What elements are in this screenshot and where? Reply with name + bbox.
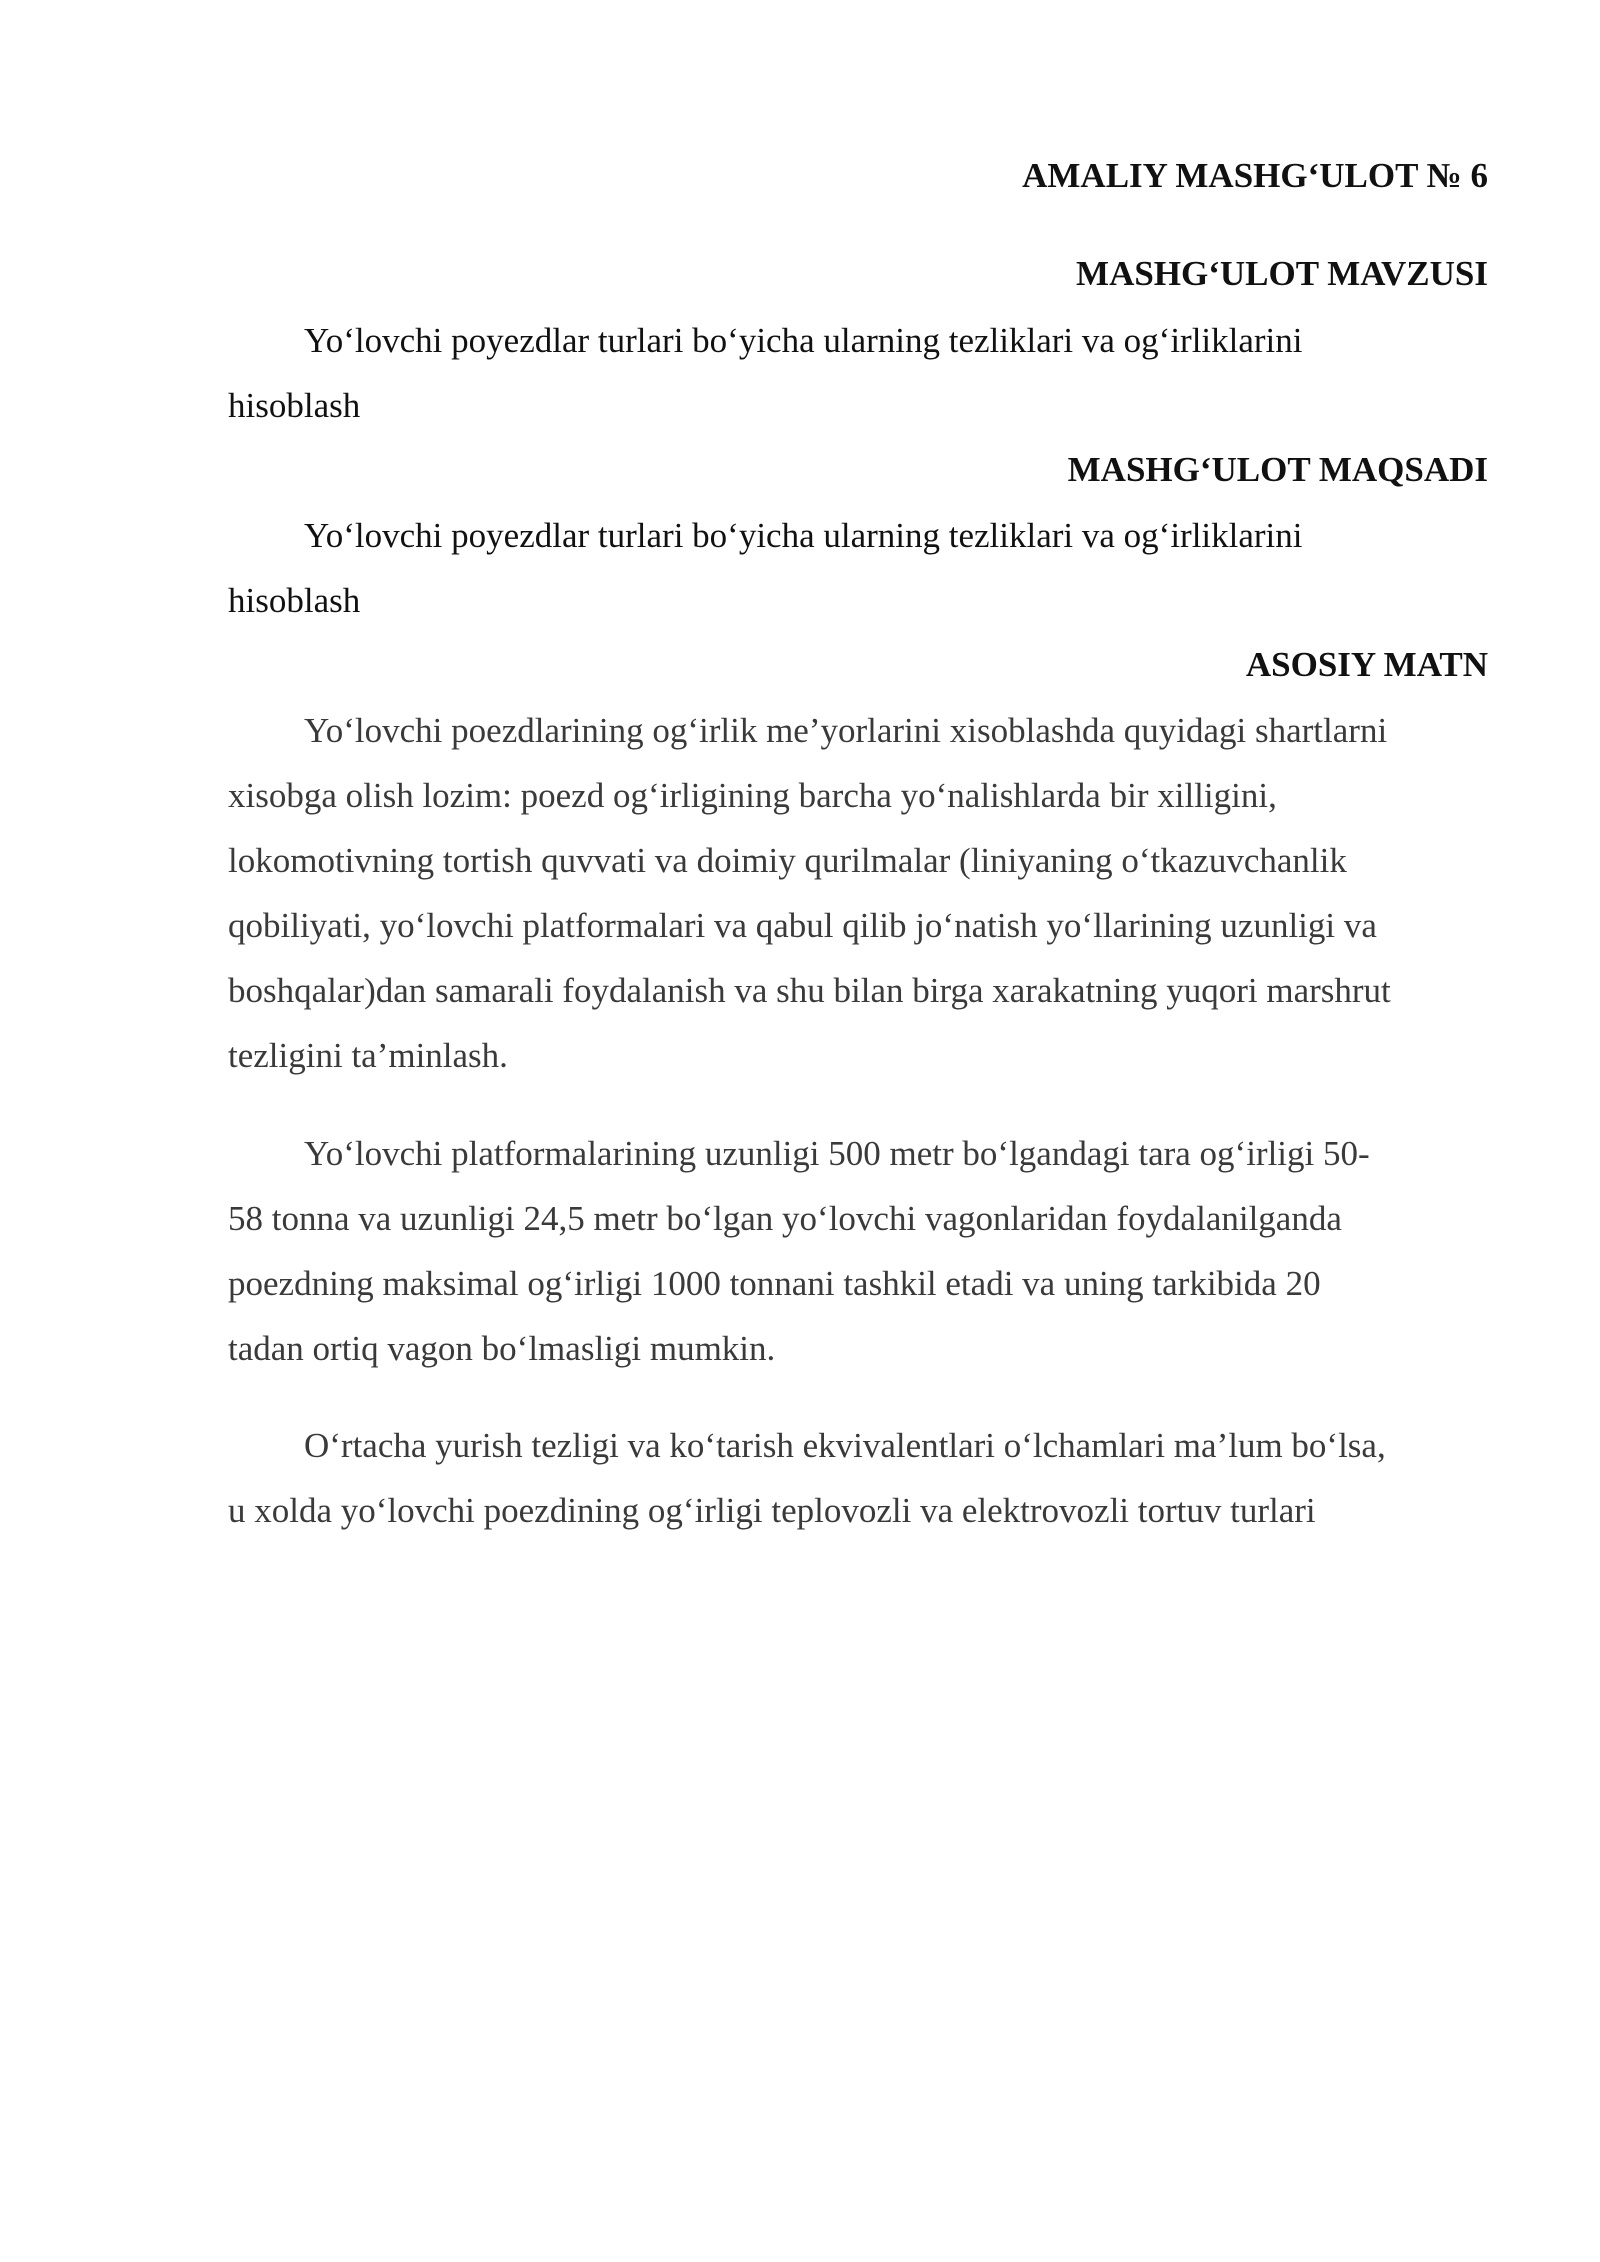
text-line: Yo‘lovchi platformalarining uzunligi 500 metr bo‘lgandagi tara og‘irligi 50- bbox=[304, 1134, 1370, 1173]
text-line: poezdning maksimal og‘irligi 1000 tonnani tashkil etadi va uning tarkibida 20 bbox=[228, 1264, 1321, 1303]
text-line: boshqalar)dan samarali foydalanish va shu bilan birga xarakatning yuqori marshrut bbox=[228, 971, 1391, 1010]
text-line: Yo‘lovchi poyezdlar turlari bo‘yicha ularning tezliklari va og‘irliklarini bbox=[304, 321, 1303, 360]
text-line: O‘rtacha yurish tezligi va ko‘tarish ekvivalentlari o‘lchamlari ma’lum bo‘lsa, bbox=[304, 1426, 1386, 1465]
text-line: xisobga olish lozim: poezd og‘irligining barcha yo‘nalishlarda bir xilligini, bbox=[228, 776, 1277, 815]
text-line: hisoblash bbox=[228, 386, 361, 425]
section-heading-mavzusi: MASHG‘ULOT MAVZUSI bbox=[1076, 254, 1488, 293]
paragraph-2 bbox=[228, 1121, 1488, 1381]
text-line: Yo‘lovchi poyezdlar turlari bo‘yicha ularning tezliklari va og‘irliklarini bbox=[304, 516, 1303, 555]
section-body-maqsadi bbox=[228, 503, 1488, 633]
text-line: tadan ortiq vagon bo‘lmasligi mumkin. bbox=[228, 1329, 776, 1368]
paragraph-3 bbox=[228, 1413, 1488, 1543]
text-line: Yo‘lovchi poezdlarining og‘irlik me’yorlarini xisoblashda quyidagi shartlarni bbox=[304, 711, 1388, 750]
text-line: 58 tonna va uzunligi 24,5 metr bo‘lgan yo‘lovchi vagonlaridan foydalanilganda bbox=[228, 1199, 1342, 1238]
paragraph-1 bbox=[228, 698, 1488, 1088]
section-body-mavzusi bbox=[228, 308, 1488, 438]
text-line: u xolda yo‘lovchi poezdining og‘irligi teplovozli va elektrovozli tortuv turlari bbox=[228, 1491, 1316, 1530]
text-line: lokomotivning tortish quvvati va doimiy qurilmalar (liniyaning o‘tkazuvchanlik bbox=[228, 841, 1347, 880]
text-line: hisoblash bbox=[228, 581, 361, 620]
section-heading-asosiy: ASOSIY MATN bbox=[1245, 645, 1488, 684]
text-line: tezligini ta’minlash. bbox=[228, 1036, 508, 1075]
text-line: qobiliyati, yo‘lovchi platformalari va qabul qilib jo‘natish yo‘llarining uzunligi va bbox=[228, 906, 1377, 945]
document-title: AMALIY MASHG‘ULOT № 6 bbox=[1022, 156, 1488, 195]
section-heading-maqsadi: MASHG‘ULOT MAQSADI bbox=[1067, 450, 1488, 489]
